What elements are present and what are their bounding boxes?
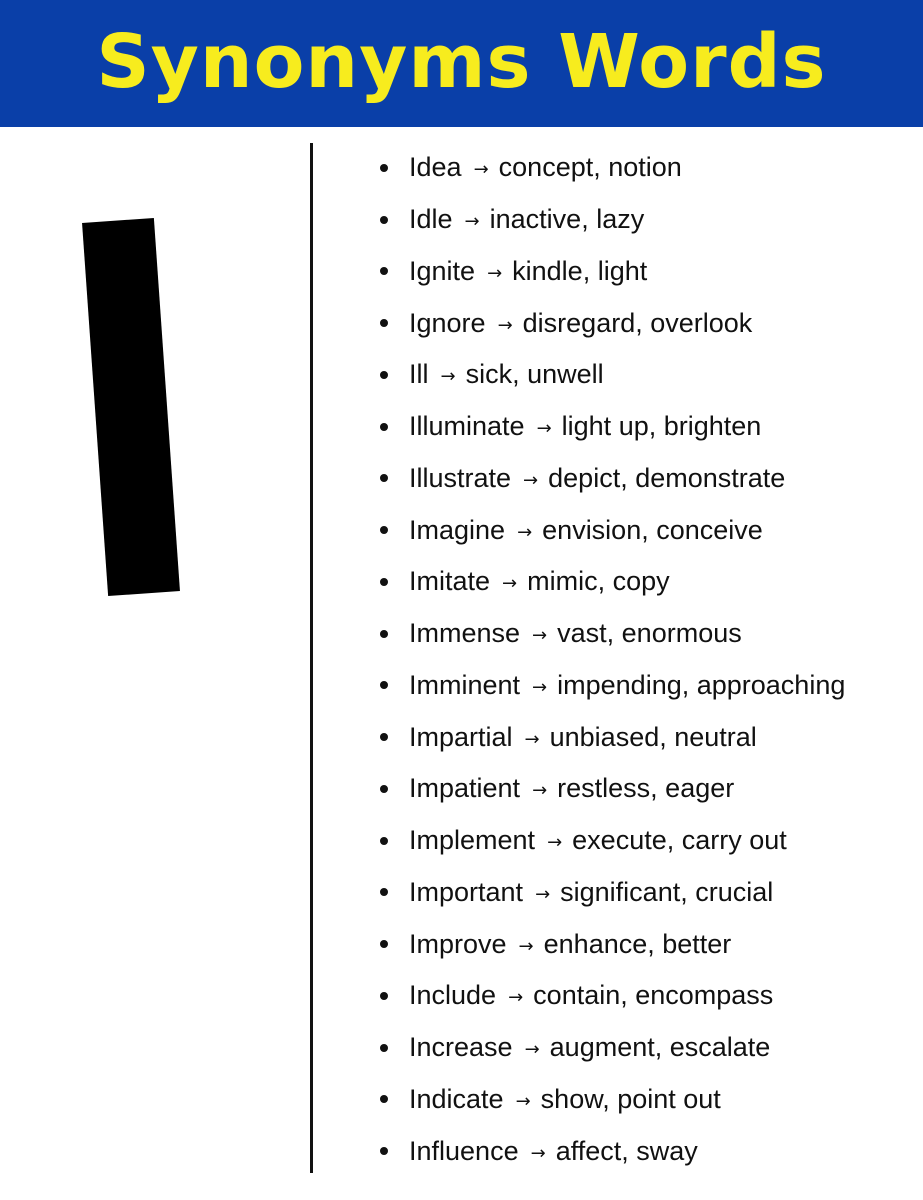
headword: Increase bbox=[409, 1032, 513, 1063]
headword: Ignite bbox=[409, 255, 476, 286]
headword: Indicate bbox=[409, 1083, 504, 1114]
bullet-icon bbox=[380, 526, 388, 534]
arrow-right-icon: → bbox=[523, 469, 539, 491]
synonym-list-item bbox=[380, 142, 845, 194]
arrow-right-icon: → bbox=[517, 521, 533, 543]
bullet-icon bbox=[380, 1044, 388, 1052]
synonyms-text: disregard, overlook bbox=[522, 307, 753, 338]
headword: Important bbox=[409, 876, 524, 907]
synonym-list-item bbox=[380, 401, 845, 453]
synonym-list-item bbox=[380, 349, 845, 401]
bullet-icon bbox=[380, 578, 388, 586]
synonyms-text: inactive, lazy bbox=[489, 204, 645, 235]
arrow-right-icon: → bbox=[502, 573, 518, 595]
headword: Impatient bbox=[409, 773, 521, 804]
headword: Imitate bbox=[409, 566, 491, 597]
synonym-list-item bbox=[380, 556, 845, 608]
headword: Illuminate bbox=[409, 411, 525, 442]
synonyms-text: augment, escalate bbox=[549, 1032, 771, 1063]
synonym-list-item bbox=[380, 918, 845, 970]
synonym-list-item bbox=[380, 1125, 845, 1177]
synonyms-text: depict, demonstrate bbox=[548, 462, 786, 493]
arrow-right-icon: → bbox=[440, 366, 456, 388]
synonyms-text: mimic, copy bbox=[527, 566, 670, 597]
headword: Improve bbox=[409, 928, 507, 959]
arrow-right-icon: → bbox=[464, 211, 480, 233]
synonym-list-item bbox=[380, 297, 845, 349]
synonym-list-item bbox=[380, 1022, 845, 1074]
bullet-icon bbox=[380, 681, 388, 689]
synonyms-text: enhance, better bbox=[543, 928, 732, 959]
bullet-icon bbox=[380, 267, 388, 275]
bullet-icon bbox=[380, 423, 388, 431]
bullet-icon bbox=[380, 474, 388, 482]
arrow-right-icon: → bbox=[530, 1142, 546, 1164]
synonym-list-item bbox=[380, 453, 845, 505]
bullet-icon bbox=[380, 733, 388, 741]
headword: Immense bbox=[409, 618, 521, 649]
headword: Imminent bbox=[409, 669, 521, 700]
synonyms-text: execute, carry out bbox=[572, 825, 787, 856]
bullet-icon bbox=[380, 319, 388, 327]
header-banner bbox=[0, 0, 923, 127]
headword: Imagine bbox=[409, 514, 506, 545]
headword: Impartial bbox=[409, 721, 513, 752]
arrow-right-icon: → bbox=[532, 676, 548, 698]
arrow-right-icon: → bbox=[515, 1090, 531, 1112]
bullet-icon bbox=[380, 992, 388, 1000]
bullet-icon bbox=[380, 940, 388, 948]
synonym-list bbox=[380, 142, 845, 1177]
synonyms-text: restless, eager bbox=[557, 773, 735, 804]
synonym-list-item bbox=[380, 711, 845, 763]
bullet-icon bbox=[380, 164, 388, 172]
synonym-list-item bbox=[380, 867, 845, 919]
arrow-right-icon: → bbox=[532, 780, 548, 802]
arrow-right-icon: → bbox=[487, 262, 503, 284]
arrow-right-icon: → bbox=[508, 987, 524, 1009]
arrow-right-icon: → bbox=[524, 1039, 540, 1061]
bullet-icon bbox=[380, 837, 388, 845]
arrow-right-icon: → bbox=[532, 625, 548, 647]
headword: Idle bbox=[409, 204, 453, 235]
synonym-list-item bbox=[380, 660, 845, 712]
synonyms-text: unbiased, neutral bbox=[549, 721, 757, 752]
synonym-list-item bbox=[380, 246, 845, 298]
synonyms-text: contain, encompass bbox=[533, 980, 774, 1011]
synonym-list-item bbox=[380, 763, 845, 815]
headword: Influence bbox=[409, 1135, 519, 1166]
arrow-right-icon: → bbox=[518, 935, 534, 957]
synonym-list-item bbox=[380, 194, 845, 246]
synonyms-text: concept, notion bbox=[498, 152, 682, 183]
bullet-icon bbox=[380, 1095, 388, 1103]
synonym-list-item bbox=[380, 504, 845, 556]
bullet-icon bbox=[380, 785, 388, 793]
bullet-icon bbox=[380, 630, 388, 638]
headword: Include bbox=[409, 980, 497, 1011]
synonym-list-item bbox=[380, 970, 845, 1022]
synonym-list-item bbox=[380, 1074, 845, 1126]
bullet-icon bbox=[380, 888, 388, 896]
synonyms-text: show, point out bbox=[540, 1083, 721, 1114]
headword: Illustrate bbox=[409, 462, 512, 493]
synonyms-text: envision, conceive bbox=[542, 514, 763, 545]
arrow-right-icon: → bbox=[497, 314, 513, 336]
arrow-right-icon: → bbox=[536, 418, 552, 440]
synonyms-text: impending, approaching bbox=[557, 669, 846, 700]
arrow-right-icon: → bbox=[524, 728, 540, 750]
headword: Ill bbox=[409, 359, 429, 390]
synonyms-text: kindle, light bbox=[512, 255, 648, 286]
page-title: Synonyms Words bbox=[96, 18, 827, 105]
arrow-right-icon: → bbox=[473, 159, 489, 181]
synonyms-text: light up, brighten bbox=[561, 411, 762, 442]
synonym-list-item bbox=[380, 608, 845, 660]
synonyms-text: significant, crucial bbox=[560, 876, 774, 907]
bullet-icon bbox=[380, 216, 388, 224]
headword: Idea bbox=[409, 152, 462, 183]
headword: Ignore bbox=[409, 307, 486, 338]
arrow-right-icon: → bbox=[535, 883, 551, 905]
bullet-icon bbox=[380, 371, 388, 379]
headword: Implement bbox=[409, 825, 536, 856]
synonyms-text: vast, enormous bbox=[557, 618, 742, 649]
synonyms-text: sick, unwell bbox=[465, 359, 604, 390]
bullet-icon bbox=[380, 1147, 388, 1155]
vertical-divider bbox=[310, 143, 313, 1173]
synonym-list-item bbox=[380, 815, 845, 867]
arrow-right-icon: → bbox=[547, 832, 563, 854]
synonyms-text: affect, sway bbox=[555, 1135, 698, 1166]
letter-i-graphic bbox=[82, 218, 180, 596]
